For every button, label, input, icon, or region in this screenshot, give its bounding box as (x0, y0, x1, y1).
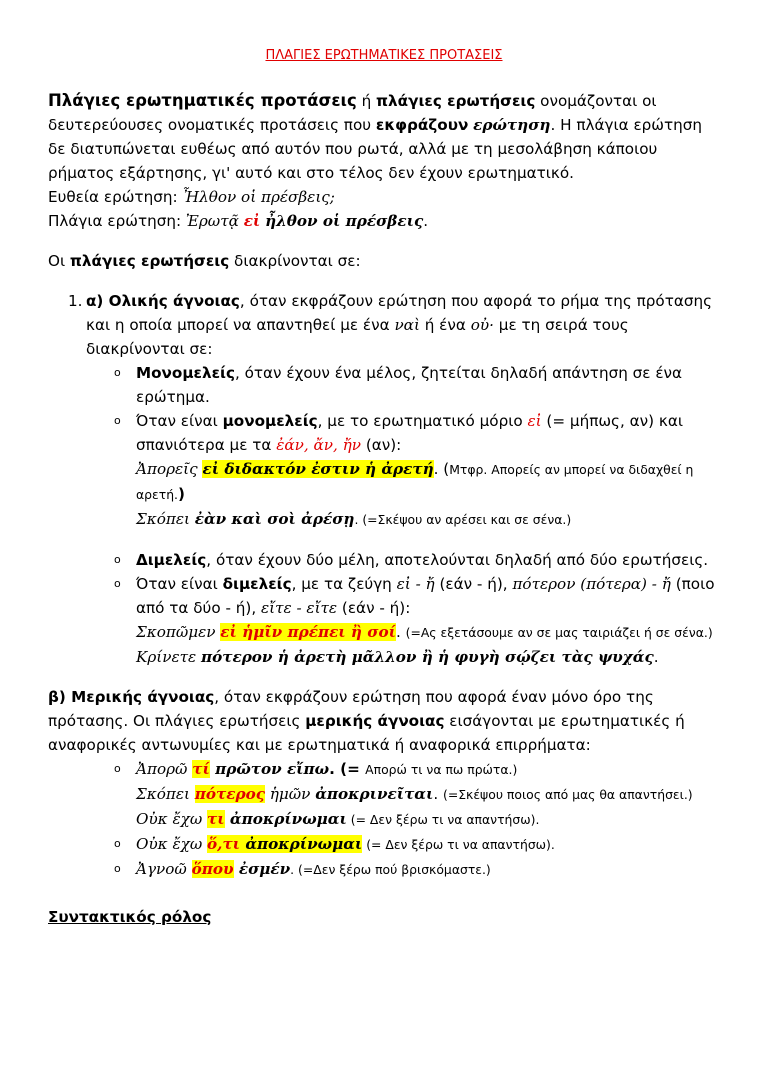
text: (= μήπως, αν) και σπανιότερα με τα (136, 412, 683, 454)
text: Όταν είναι (136, 412, 223, 430)
text: , όταν έχουν δύο μέλη, αποτελούνται δηλαδή από δύο ερωτήσεις. (206, 551, 709, 569)
translation: (=Σκέψου ποιος από μας θα απαντήσει.) (443, 787, 693, 802)
divided-line (48, 249, 720, 273)
greek-ou: οὐ· (470, 316, 494, 334)
greek-phrase: πότερον ἡ ἀρετὴ μᾶλλον ἢ ἡ φυγὴ σῴζει τὰς ψυχάς (201, 648, 654, 666)
bullet-example-8 (114, 832, 720, 857)
text: διακρίνονται σε: (229, 252, 361, 270)
text: (εάν - ή), (434, 575, 513, 593)
term-plagies-erotimatikes: Πλάγιες ερωτηματικές προτάσεις (48, 91, 357, 110)
direct-question-line (48, 185, 720, 209)
text: ή (356, 92, 377, 110)
bullet-marker: o (114, 862, 121, 875)
indirect-question-line (48, 209, 720, 233)
text: (αν): (361, 436, 402, 454)
highlighted-word: ὅ,τι (207, 835, 241, 853)
bullet-dimeleis-pairs (114, 572, 720, 620)
bullet-example-9 (114, 857, 720, 882)
list-number: 1. (68, 292, 83, 310)
text: Οι (48, 252, 70, 270)
bullet-marker: o (114, 577, 121, 590)
text: . (433, 785, 444, 803)
greek-phrase: ἀποκρίνωμαι (224, 810, 347, 828)
example-1 (136, 457, 720, 507)
bullet-monomeleis (114, 361, 720, 409)
text: Σκόπει (136, 510, 195, 528)
text: Κρίνετε (136, 648, 201, 666)
bullet-dimeleis (114, 548, 720, 572)
example-7 (136, 807, 720, 832)
translation: (= Δεν ξέρω τι να απαντήσω). (346, 812, 540, 827)
text: . (395, 623, 406, 641)
highlighted-phrase: εἰ διδακτόν ἐστιν ἡ ἀρετή (202, 460, 434, 478)
list-item-body (86, 289, 720, 361)
text: ή ένα (419, 316, 471, 334)
highlighted-word: ὅπου (191, 860, 234, 878)
term-plagies-eroteseis: πλάγιες ερωτήσεις (376, 92, 536, 110)
greek-phrase: ἐὰν καὶ σοὶ ἀρέσῃ (194, 510, 355, 528)
bullet-marker: o (114, 366, 121, 379)
term: Μονομελείς (136, 364, 235, 382)
text: Όταν είναι (136, 575, 223, 593)
term: μερικής άγνοιας (305, 712, 445, 730)
indirect-example: ἦλθον οἱ πρέσβεις (265, 212, 424, 230)
text: Ἀγνοῶ (136, 860, 192, 878)
translation: (= Δεν ξέρω τι να απαντήσω). (362, 837, 555, 852)
pair-2: πότερον (πότερα) - ἤ (512, 575, 671, 593)
text: . ( (433, 460, 450, 478)
highlighted-word: πότερος (194, 785, 265, 803)
text: (εάν - ή): (337, 599, 411, 617)
bullet-body (136, 361, 720, 409)
bullet-example-5 (114, 757, 720, 782)
bullet-body (136, 548, 720, 572)
bullet-body (136, 572, 720, 620)
text: , όταν έχουν ένα μέλος, ζητείται δηλαδή απάντηση σε ένα ερώτημα. (136, 364, 683, 406)
text: Ἀπορῶ (136, 760, 193, 778)
text: Ἀπορεῖς (136, 460, 203, 478)
text: ) (177, 485, 185, 503)
term: Διμελείς (136, 551, 207, 569)
text: , με το ερωτηματικό μόριο (317, 412, 528, 430)
text: Σκόπει (136, 785, 195, 803)
text: . (423, 212, 429, 230)
term: μονομελείς (222, 412, 318, 430)
term-ekfrazoun: εκφράζουν (375, 116, 469, 134)
indirect-label: Πλάγια ερώτηση: (48, 212, 186, 230)
direct-label: Ευθεία ερώτηση: (48, 188, 183, 206)
example-4 (136, 645, 720, 669)
example-6 (136, 782, 720, 807)
translation: (=Ας εξετάσουμε αν σε μας ταιριάζει ή σε σένα.) (405, 625, 713, 640)
example-2 (136, 507, 720, 532)
bullet-marker: o (114, 414, 121, 427)
bullet-body (136, 832, 720, 857)
bullet-body (136, 757, 720, 782)
text: Οὐκ ἔχω (136, 810, 208, 828)
text: Οὐκ ἔχω (136, 835, 208, 853)
greek-phrase: ἀποκρινεῖται (315, 785, 434, 803)
text: (ποιο από τα δύο - ή), (136, 575, 715, 617)
item-heading: α) Ολικής άγνοιας (86, 292, 240, 310)
bullet-monomeleis-particles (114, 409, 720, 457)
particles-ean: ἐάν, ἄν, ἤν (276, 436, 361, 454)
translation: . (=Σκέψου αν αρέσει και σε σένα.) (354, 512, 572, 527)
text: ονομάζονται οι δευτερεύουσες ονοματικές προτάσεις που (48, 92, 657, 134)
text: με τη σειρά τους διακρίνονται σε: (86, 316, 629, 358)
bullet-marker: o (114, 837, 121, 850)
text: . (653, 648, 659, 666)
list-item-1 (68, 289, 720, 361)
text: , με τα ζεύγη (291, 575, 397, 593)
text: . (= (329, 760, 366, 778)
pair-1: εἰ - ἤ (396, 575, 435, 593)
pair-3: εἴτε - εἴτε (260, 599, 338, 617)
bullet-marker: o (114, 762, 121, 775)
bullet-marker: o (114, 553, 121, 566)
intro-paragraph (48, 89, 720, 185)
greek-phrase: πρῶτον εἴπω (209, 760, 330, 778)
translation: Μτφρ. Απορείς αν μπορεί να διδαχθεί η αρετή. (136, 462, 694, 502)
text: ἡμῶν (264, 785, 316, 803)
bullet-body (136, 409, 720, 457)
greek-nai: ναὶ (394, 316, 420, 334)
text: , όταν εκφράζουν ερώτηση που αφορά το ρήμα της πρότασης και η οποία μπορεί να απαντηθεί με ένα (86, 292, 713, 334)
highlighted-phrase: ἀποκρίνωμαι (240, 835, 363, 853)
term: πλάγιες ερωτήσεις (69, 252, 230, 270)
text: , όταν εκφράζουν ερώτηση που αφορά έναν μόνο όρο της πρότασης. Οι πλάγιες ερωτήσεις (48, 688, 654, 730)
text: εισάγονται με ερωτηματικές ή αναφορικές αντωνυμίες και με ερωτηματικά ή αναφορικά επιρρήματα: (48, 712, 685, 754)
translation: Απορώ τι να πω πρώτα.) (365, 762, 518, 777)
term-erotisi: ερώτηση (473, 116, 551, 134)
greek-phrase: ἐσμέν (233, 860, 291, 878)
page-title: ΠΛΑΓΙΕΣ ΕΡΩΤΗΜΑΤΙΚΕΣ ΠΡΟΤΑΣΕΙΣ (265, 48, 503, 63)
indirect-particle: εἰ (243, 212, 261, 230)
section-heading: Συντακτικός ρόλος (48, 908, 212, 926)
direct-example: Ἦλθον οἱ πρέσβεις; (182, 188, 335, 206)
bullet-body (136, 857, 720, 882)
term: διμελείς (222, 575, 292, 593)
highlighted-word: τι (207, 810, 225, 828)
indirect-verb: Ἐρωτᾷ (185, 212, 244, 230)
text: . Η πλάγια ερώτηση δε διατυπώνεται ευθέως από αυτόν που ρωτά, αλλά με τη μεσολάβηση κάποιου ρήματος εξάρτησης, γι' αυτό και στο τέλος δεν έχουν ερωτηματικό. (48, 116, 703, 182)
translation: . (=Δεν ξέρω πού βρισκόμαστε.) (290, 862, 491, 877)
example-3 (136, 620, 720, 645)
item-heading: β) Μερικής άγνοιας (48, 688, 215, 706)
particle-ei: εἰ (527, 412, 542, 430)
highlighted-word: τί (192, 760, 210, 778)
highlighted-phrase: εἰ ἡμῖν πρέπει ἢ σοί (220, 623, 396, 641)
item-2-paragraph (48, 685, 720, 757)
document-page (0, 48, 768, 1072)
text: Σκοπῶμεν (136, 623, 221, 641)
